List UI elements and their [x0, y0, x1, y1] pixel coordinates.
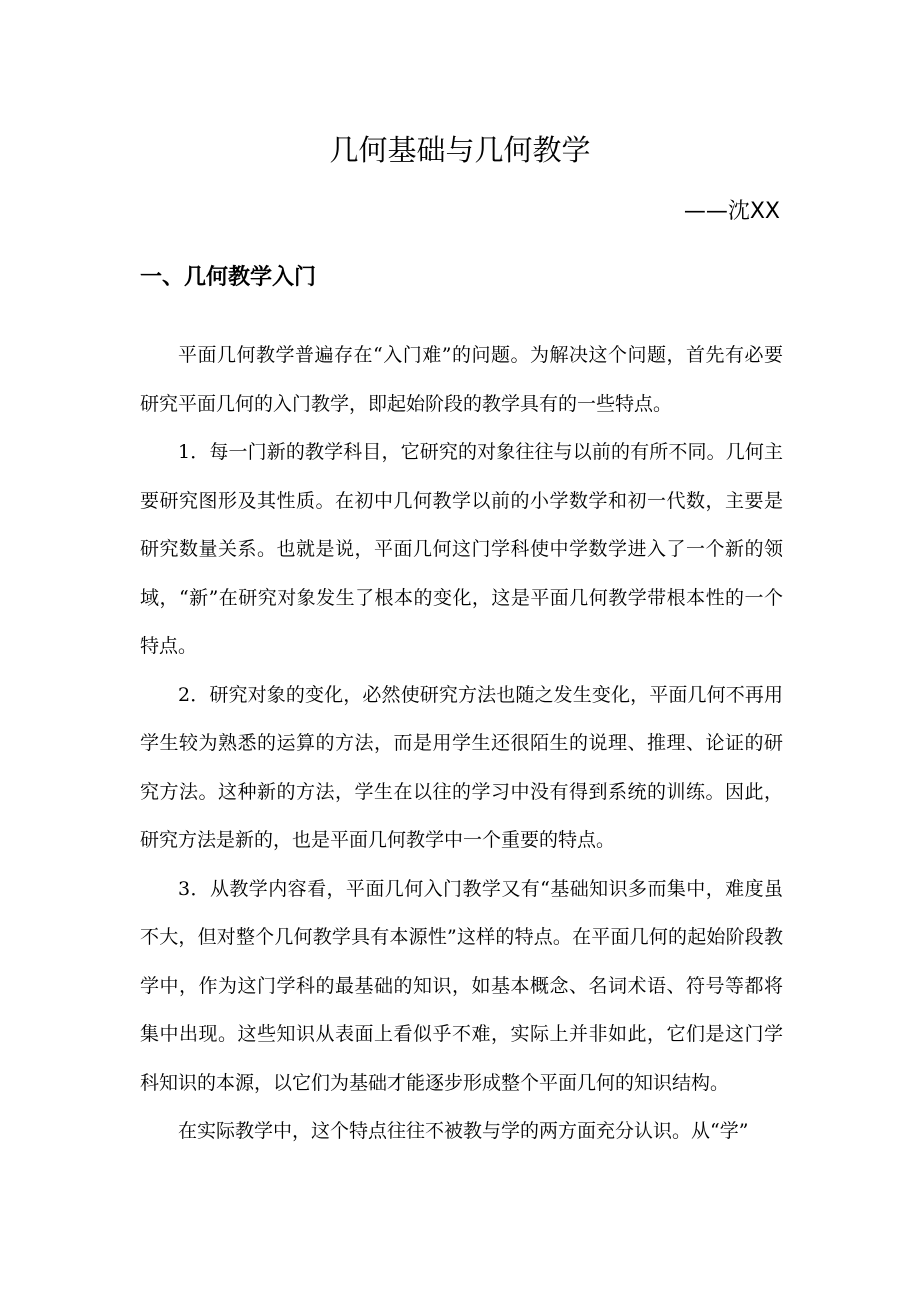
author-line: ——沈XX — [683, 199, 780, 224]
body-text — [140, 331, 783, 1156]
paragraph-intro: 平面几何教学普遍存在“入门难”的问题。为解决这个问题，首先有必要研究平面几何的入门教学，即起始阶段的教学具有的一些特点。 — [140, 344, 783, 415]
paragraph-point-1: 1．每一门新的教学科目，它研究的对象往往与以前的有所不同。几何主要研究图形及其性质。在初中几何教学以前的小学数学和初一代数，主要是研究数量关系。也就是说，平面几何这门学科使中学数学进入了一个新的领域，“新”在研究对象发生了根本的变化，这是平面几何教学带根本性的一个特点。 — [140, 441, 783, 657]
document-title: 几何基础与几何教学 — [329, 133, 591, 167]
paragraph-point-3: 3．从教学内容看，平面几何入门教学又有“基础知识多而集中，难度虽不大，但对整个几何教学具有本源性”这样的特点。在平面几何的起始阶段教学中，作为这门学科的最基础的知识，如基本概念、名词术语、符号等都将集中出现。这些知识从表面上看似乎不难，实际上并非如此，它们是这门学科知识的本源，以它们为基础才能逐步形成整个平面几何的知识结构。 — [140, 877, 783, 1094]
paragraph-point-2: 2．研究对象的变化，必然使研究方法也随之发生变化，平面几何不再用学生较为熟悉的运算的方法，而是用学生还很陌生的说理、推理、论证的研究方法。这种新的方法，学生在以往的学习中没有得到系统的训练。因此，研究方法是新的，也是平面几何教学中一个重要的特点。 — [140, 683, 783, 851]
section-heading: 一、几何教学入门 — [140, 265, 317, 290]
paragraph-continuation: 在实际教学中，这个特点往往不被教与学的两方面充分认识。从“学” — [178, 1120, 749, 1142]
